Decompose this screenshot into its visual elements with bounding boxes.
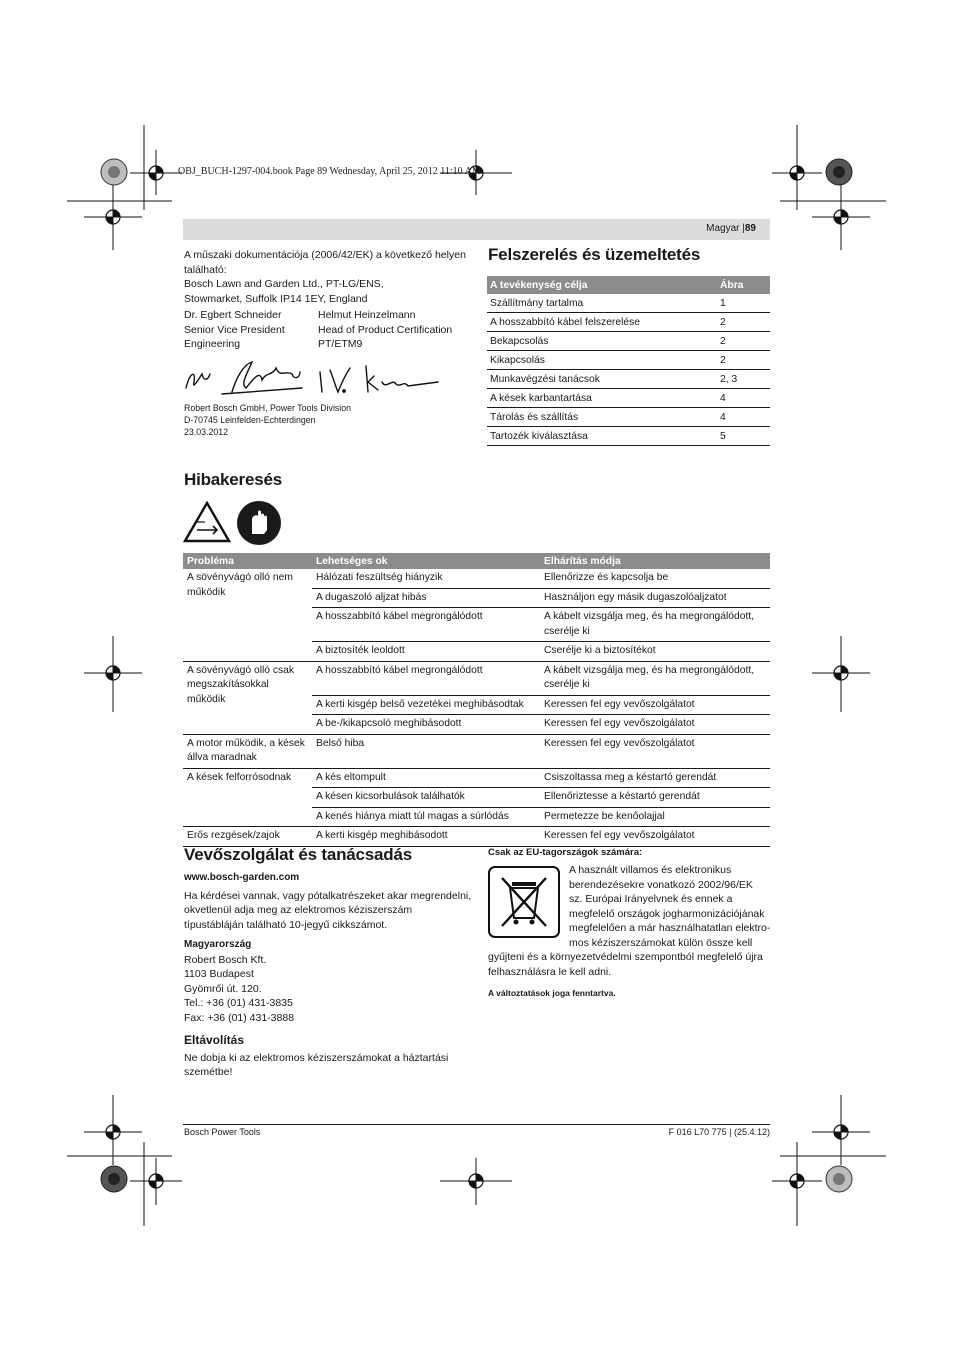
table-row <box>183 734 770 768</box>
disposal-line: szemétbe! <box>184 1066 233 1078</box>
activity-cell: Tárolás és szállítás <box>487 408 717 427</box>
signer-1 <box>184 308 285 352</box>
eu-text-full <box>488 950 773 979</box>
remedy-cell: Használjon egy másik dugaszolóaljzatot <box>540 588 770 608</box>
table-row <box>487 332 770 351</box>
remedy-cell: A kábelt vizsgálja meg, és ha megrongálódott, cserélje ki <box>540 661 770 695</box>
table-header-row <box>487 276 770 294</box>
cause-cell: A késen kicsorbulások találhatók <box>312 788 540 808</box>
cause-cell: A be-/kikapcsoló meghibásodott <box>312 715 540 735</box>
eu-line: sz. Európai Irányelvnek és ennek a <box>569 893 733 905</box>
col-header-remedy: Elhárítás módja <box>540 553 770 569</box>
signer-2-title: Head of Product Certification <box>318 323 453 336</box>
company-address: D-70745 Leinfelden-Echterdingen <box>184 415 316 425</box>
figure-cell: 1 <box>717 294 770 313</box>
cause-cell: Belső hiba <box>312 734 540 768</box>
service-intro <box>184 889 474 933</box>
remedy-cell: A kábelt vizsgálja meg, és ha megrongálódott, cserélje ki <box>540 608 770 642</box>
col-header-activity: A tevékenység célja <box>487 276 717 294</box>
address-line: Robert Bosch Kft. <box>184 953 267 966</box>
problem-cell: A motor működik, a kések állva maradnak <box>183 734 312 768</box>
eu-line: felhasználásra le kell adni. <box>488 965 612 978</box>
col-header-figure: Ábra <box>717 276 770 294</box>
signatures-image <box>182 358 442 398</box>
table-row <box>183 569 770 588</box>
tech-doc-block <box>184 248 474 306</box>
remedy-cell: Keressen fel egy vevőszolgálatot <box>540 695 770 715</box>
cause-cell: A kerti kisgép meghibásodott <box>312 827 540 847</box>
footer-rule <box>183 1124 770 1125</box>
eu-line: gyűjteni és a környezetvédelmi szempontból megfelelő újra <box>488 951 763 963</box>
cause-cell: A kenés hiánya miatt túl magas a súrlódás <box>312 807 540 827</box>
signer-2-dept: PT/ETM9 <box>318 338 363 350</box>
cause-cell: A kerti kisgép belső vezetékei meghibásodtak <box>312 695 540 715</box>
service-country: Magyarország <box>184 939 252 950</box>
signer-1-name: Dr. Egbert Schneider <box>184 309 282 321</box>
crossed-bin-icon <box>488 866 560 938</box>
figure-cell: 2 <box>717 332 770 351</box>
col-header-cause: Lehetséges ok <box>312 553 540 569</box>
activity-cell: Szállítmány tartalma <box>487 294 717 313</box>
remedy-cell: Keressen fel egy vevőszolgálatot <box>540 715 770 735</box>
table-row <box>487 313 770 332</box>
eu-line: megfelelő országok jogharmonizációjának <box>569 907 765 920</box>
eu-line: mos kéziszerszámokat külön össze kell <box>569 936 753 949</box>
remedy-cell: Cserélje ki a biztosítékot <box>540 642 770 662</box>
table-header-row <box>183 553 770 569</box>
activity-cell: Bekapcsolás <box>487 332 717 351</box>
signer-2 <box>318 308 452 352</box>
footer-right: F 016 L70 775 | (25.4.12) <box>668 1127 770 1137</box>
remedy-cell: Ellenőrizze és kapcsolja be <box>540 569 770 588</box>
disposal-text <box>184 1051 474 1080</box>
company-name: Robert Bosch GmbH, Power Tools Division <box>184 403 352 413</box>
table-row <box>487 408 770 427</box>
page-header-text <box>706 223 756 234</box>
service-intro-line: Ha kérdései vannak, vagy pótalkatrészeket akar megrendelni, <box>184 889 472 902</box>
activity-cell: Kikapcsolás <box>487 351 717 370</box>
header-language: Magyar <box>706 223 740 234</box>
table-row <box>487 351 770 370</box>
cause-cell: A hosszabbító kábel megrongálódott <box>312 608 540 642</box>
table-row <box>487 389 770 408</box>
section-title-felszereles: Felszerelés és üzemeltetés <box>488 245 701 264</box>
address-line: Gyömrői út. 120. <box>184 982 262 995</box>
doc-line: található: <box>184 263 227 276</box>
table-row <box>487 294 770 313</box>
col-header-problem: Probléma <box>183 553 312 569</box>
signer-2-name: Helmut Heinzelmann <box>318 309 416 321</box>
cause-cell: A dugaszoló aljzat hibás <box>312 588 540 608</box>
service-url[interactable]: www.bosch-garden.com <box>184 872 300 883</box>
disposal-line: Ne dobja ki az elektromos kéziszerszámokat a háztartási <box>184 1051 449 1064</box>
problem-cell: A sövényvágó olló csak megszakításokkal működik <box>183 661 312 734</box>
activity-cell: Munkavégzési tanácsok <box>487 370 717 389</box>
problem-cell: Erős rezgések/zajok <box>183 827 312 847</box>
company-block <box>184 402 351 438</box>
doc-line: Bosch Lawn and Garden Ltd., PT-LG/ENS, <box>184 278 384 290</box>
table-row <box>183 827 770 847</box>
cause-cell: A biztosíték leoldott <box>312 642 540 662</box>
printer-slug-line: OBJ_BUCH-1297-004.book Page 89 Wednesday, April 25, 2012 11:10 AM <box>178 166 481 177</box>
eu-line: megfelelően a már használhatatlan elektro- <box>569 922 771 934</box>
page-header-bar <box>183 219 770 240</box>
remedy-cell: Csiszoltassa meg a késtartó gerendát <box>540 768 770 788</box>
figure-cell: 2 <box>717 351 770 370</box>
address-line: Tel.: +36 (01) 431-3835 <box>184 997 293 1009</box>
table-row <box>183 661 770 695</box>
remedy-cell: Keressen fel egy vevőszolgálatot <box>540 734 770 768</box>
header-page-number: 89 <box>744 223 756 234</box>
eu-line: A használt villamos és elektronikus <box>569 864 732 876</box>
table-row <box>487 370 770 389</box>
problem-cell: A kések felforrósodnak <box>183 768 312 827</box>
footer-left: Bosch Power Tools <box>184 1127 261 1137</box>
signer-1-title: Senior Vice President <box>184 323 285 336</box>
figure-cell: 4 <box>717 389 770 408</box>
remedy-cell: Ellenőriztesse a késtartó gerendát <box>540 788 770 808</box>
section-title-hibakereses: Hibakeresés <box>184 470 282 489</box>
figure-cell: 5 <box>717 427 770 446</box>
warning-triangle-icon <box>183 500 231 544</box>
doc-line: A műszaki dokumentációja (2006/42/EK) a következő helyen <box>184 249 466 261</box>
gloves-icon <box>236 500 282 546</box>
table-row <box>183 768 770 788</box>
activity-cell: Tartozék kiválasztása <box>487 427 717 446</box>
remedy-cell: Keressen fel egy vevőszolgálatot <box>540 827 770 847</box>
signer-1-dept: Engineering <box>184 338 241 350</box>
troubleshooting-table <box>183 553 770 847</box>
service-block <box>184 871 474 1080</box>
service-address <box>184 953 474 1026</box>
disposal-title: Eltávolítás <box>184 1033 245 1047</box>
header-separator: | <box>742 223 745 234</box>
section-title-service: Vevőszolgálat és tanácsadás <box>184 845 413 864</box>
operation-table <box>487 276 770 446</box>
doc-date: 23.03.2012 <box>184 427 229 437</box>
address-line: Fax: +36 (01) 431-3888 <box>184 1011 295 1024</box>
activity-cell: A hosszabbító kábel felszerelése <box>487 313 717 332</box>
eu-title: Csak az EU-tagországok számára: <box>488 847 643 858</box>
figure-cell: 4 <box>717 408 770 427</box>
rights-reserved: A változtatások joga fenntartva. <box>488 988 616 998</box>
address-line: 1103 Budapest <box>184 968 254 980</box>
table-row <box>487 427 770 446</box>
figure-cell: 2, 3 <box>717 370 770 389</box>
eu-line: berendezésekre vonatkozó 2002/96/EK <box>569 878 753 891</box>
remedy-cell: Permetezze be kenőolajjal <box>540 807 770 827</box>
figure-cell: 2 <box>717 313 770 332</box>
cause-cell: A hosszabbító kábel megrongálódott <box>312 661 540 695</box>
service-intro-line: okvetlenül adja meg az elektromos kéziszerszám <box>184 904 413 916</box>
eu-text-right <box>569 863 774 950</box>
cause-cell: A kés eltompult <box>312 768 540 788</box>
activity-cell: A kések karbantartása <box>487 389 717 408</box>
doc-line: Stowmarket, Suffolk IP14 1EY, England <box>184 292 368 305</box>
cause-cell: Hálózati feszültség hiányzik <box>312 569 540 588</box>
problem-cell: A sövényvágó olló nem működik <box>183 569 312 661</box>
service-intro-line: típustábláján található 10-jegyű cikkszámot. <box>184 918 388 931</box>
